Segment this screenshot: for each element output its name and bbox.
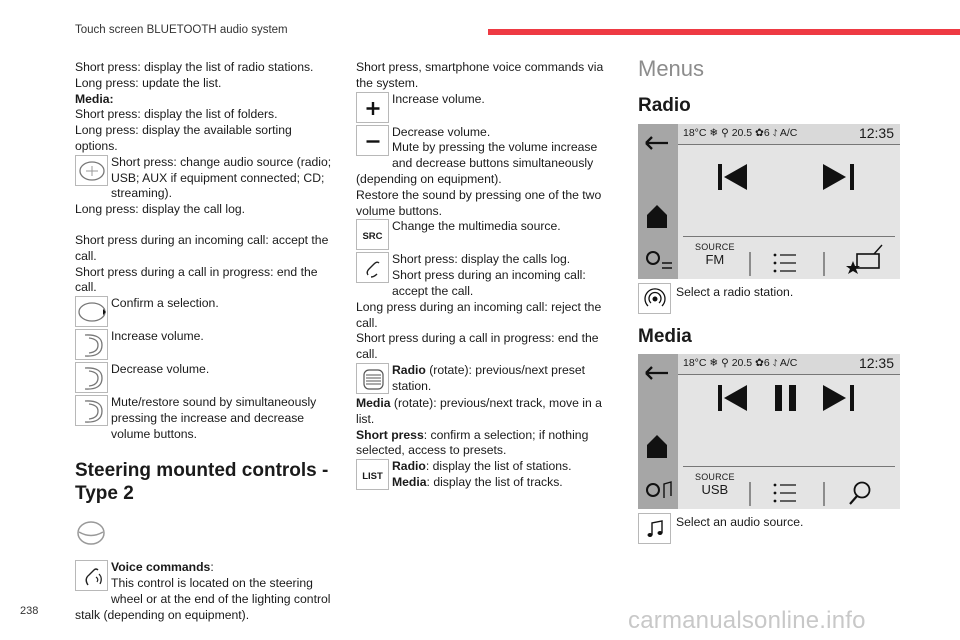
voice-command-icon (75, 560, 108, 591)
next-track-icon (823, 164, 854, 190)
previous-track-icon (718, 385, 747, 411)
text: Change the multimedia source. (392, 219, 561, 234)
text: Media: (75, 91, 114, 106)
text: Short press: display the list of folders. (75, 107, 278, 122)
text: Voice commands (111, 560, 211, 575)
previous-track-icon (718, 164, 747, 190)
text: (rotate): previous/next preset station. (392, 362, 586, 393)
text: Decrease volume. (392, 124, 491, 139)
volume-down-icon (75, 362, 108, 393)
text: Long press: display the available sorting options. (75, 123, 292, 153)
text: Short press during a call in progress: end the call. (356, 331, 599, 362)
source-button[interactable]: SOURCE USB (695, 472, 735, 497)
text: Radio (392, 459, 426, 474)
text: Decrease volume. (111, 362, 210, 377)
header-accent-bar (488, 29, 960, 35)
text: Short press: display the calls log. (392, 252, 571, 267)
column-2 (356, 60, 608, 492)
status-text: 18°C ❄ ⚲ 20.5 ✿6 ⥌ A/C (683, 127, 798, 139)
status-text: 18°C ❄ ⚲ 20.5 ✿6 ⥌ A/C (683, 357, 798, 369)
text: (rotate): previous/next track, move in a list. (356, 395, 602, 426)
media-heading: Media (638, 326, 692, 347)
radio-screen (638, 124, 900, 279)
next-track-icon (823, 385, 854, 411)
steering-wheel-icon (75, 519, 108, 550)
phone-icon (356, 252, 389, 283)
text: : (210, 560, 214, 575)
radio-heading: Radio (638, 95, 691, 116)
text: Short press during an incoming call: accept the call. (392, 268, 586, 298)
column-1 (75, 60, 337, 624)
music-note-icon (638, 513, 671, 544)
source-button[interactable]: SOURCE FM (695, 242, 735, 267)
running-header: Touch screen BLUETOOTH audio system (75, 24, 288, 36)
list-icon (774, 484, 796, 503)
text: Media (356, 395, 391, 410)
page-number: 238 (20, 605, 39, 617)
text: Increase volume. (111, 329, 204, 344)
media-screen (638, 354, 900, 509)
section-heading: Steering mounted controls - Type 2 (75, 459, 329, 504)
pause-icon (775, 385, 796, 411)
thumbwheel-icon (75, 296, 108, 327)
favourite-radio-icon (846, 245, 882, 274)
plus-icon (356, 92, 389, 123)
minus-icon (356, 125, 389, 156)
list-icon (774, 254, 796, 273)
menus-heading: Menus (638, 56, 705, 81)
text: Mute by pressing the volume increase and decrease buttons simultaneously (depending on equipment). (356, 140, 598, 186)
text: Short press during a call in progress: end the call. (75, 264, 318, 295)
text: Short press: display the list of radio stations. (75, 60, 314, 74)
text: Long press: update the list. (75, 75, 222, 90)
clock: 12:35 (858, 355, 894, 371)
source-button-icon (75, 155, 108, 186)
text: Short press (356, 427, 424, 442)
text: Long press: display the call log. (75, 202, 246, 217)
mute-icon (75, 395, 108, 426)
text: Short press: change audio source (radio; USB; AUX if equipment connected; CD; streaming). (111, 154, 332, 201)
text: Restore the sound by pressing one of the two volume buttons. (356, 187, 602, 218)
list-button-icon: LIST (356, 459, 389, 490)
text: Select an audio source. (676, 515, 804, 529)
text: Short press during an incoming call: accept the call. (75, 232, 329, 263)
text: : confirm a selection; if nothing selected, access to presets. (356, 427, 589, 458)
text: Increase volume. (392, 91, 485, 106)
watermark: carmanualsonline.info (628, 607, 866, 634)
text: This control is located on the steering wheel or at the end of the lighting control stalk (depending on equipment). (75, 576, 331, 622)
src-button-icon: SRC (356, 219, 389, 250)
text: Confirm a selection. (111, 296, 219, 311)
text: Select a radio station. (676, 285, 794, 299)
text: : display the list of tracks. (426, 474, 563, 489)
radio-caption (638, 283, 900, 317)
volume-up-icon (75, 329, 108, 360)
clock: 12:35 (858, 125, 894, 141)
rotary-wheel-icon (356, 363, 389, 394)
media-caption (638, 513, 900, 547)
text: Long press during an incoming call: reject the call. (356, 299, 602, 330)
search-icon (850, 483, 870, 505)
text: Media (392, 474, 427, 489)
text: Short press, smartphone voice commands via the system. (356, 60, 604, 90)
radio-station-icon (638, 283, 671, 314)
text: Radio (392, 362, 426, 377)
text: Mute/restore sound by simultaneously pressing the increase and decrease volume buttons. (111, 395, 317, 441)
text: : display the list of stations. (425, 459, 572, 474)
